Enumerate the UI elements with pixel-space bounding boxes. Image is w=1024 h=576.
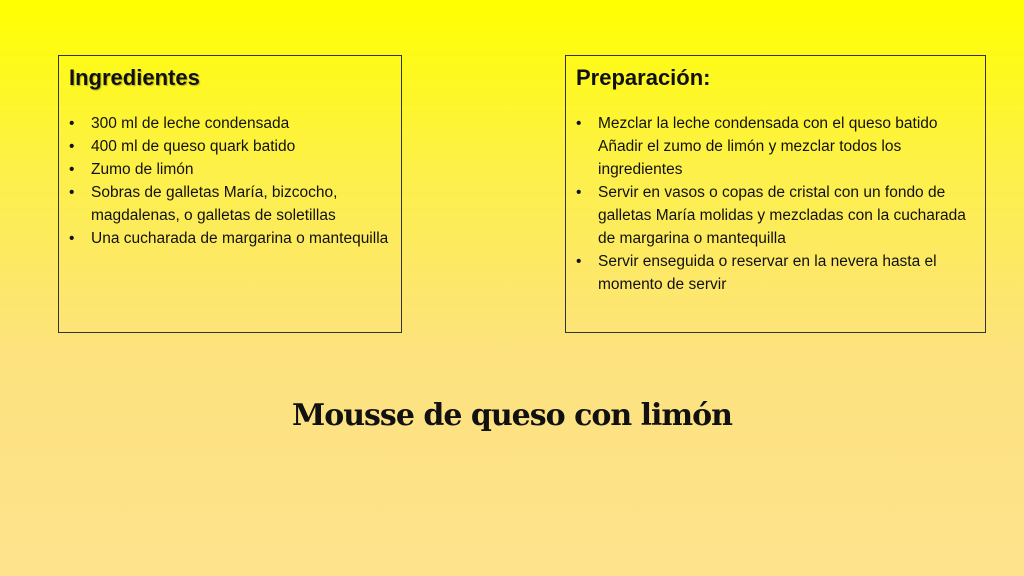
ingredients-list	[69, 112, 391, 250]
preparation-step: • Servir en vasos o copas de cristal con un fondo de galletas María molidas y mezcladas con la cucharada de margarina o mantequilla	[576, 181, 975, 250]
ingredient-item: • 400 ml de queso quark batido	[69, 135, 391, 158]
ingredient-item: • Una cucharada de margarina o mantequilla	[69, 227, 391, 250]
preparation-list	[576, 112, 975, 296]
ingredient-item: • Sobras de galletas María, bizcocho, magdalenas, o galletas de soletillas	[69, 181, 391, 227]
preparation-heading: Preparación:	[576, 65, 711, 90]
ingredients-heading: Ingredientes	[69, 65, 200, 90]
recipe-title: Mousse de queso con limón	[292, 398, 732, 433]
preparation-step: • Mezclar la leche condensada con el queso batido Añadir el zumo de limón y mezclar todos los ingredientes	[576, 112, 975, 181]
ingredient-item: • 300 ml de leche condensada	[69, 112, 391, 135]
preparation-step: • Servir enseguida o reservar en la nevera hasta el momento de servir	[576, 250, 975, 296]
preparation-box	[565, 55, 986, 333]
ingredients-box	[58, 55, 402, 333]
ingredient-item: • Zumo de limón	[69, 158, 391, 181]
